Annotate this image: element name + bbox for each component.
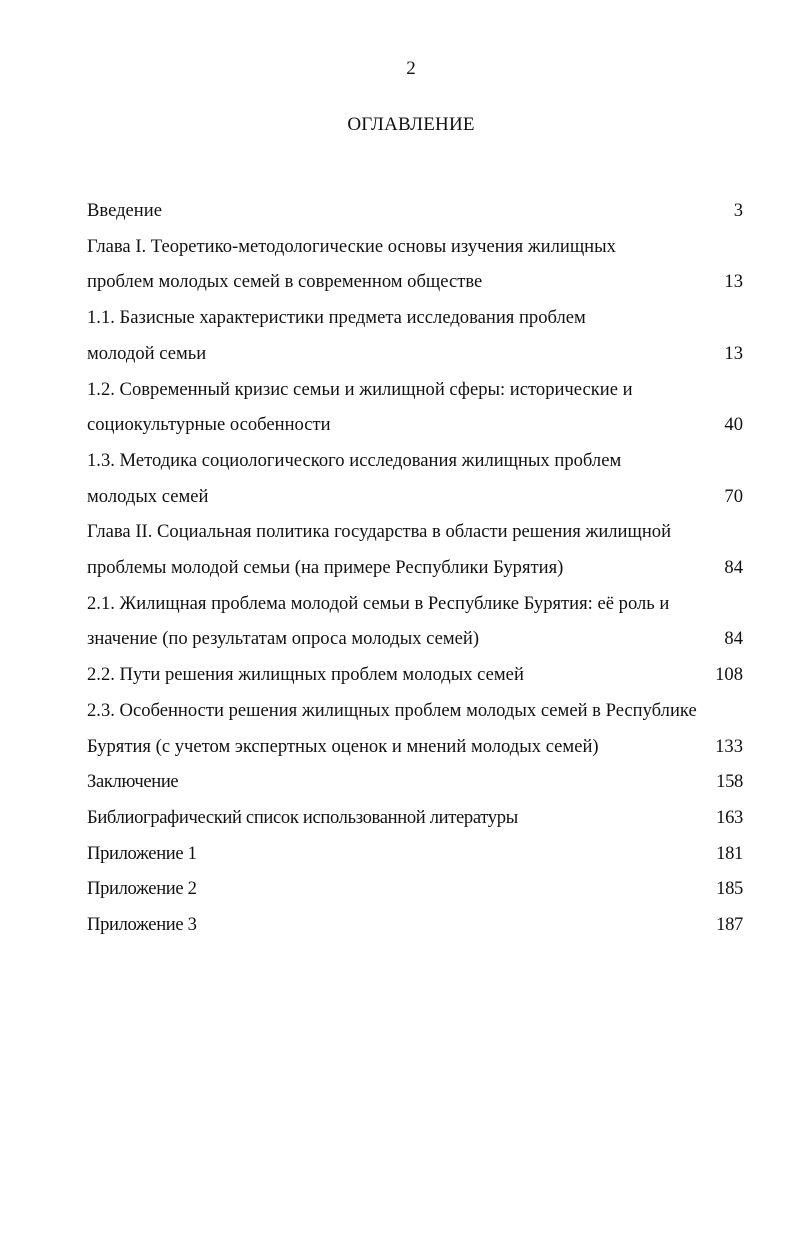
toc-entry-introduction [87, 193, 747, 229]
table-of-contents [87, 193, 747, 943]
toc-entry-section-1-2 [87, 372, 747, 443]
toc-entry-bibliography [87, 800, 747, 836]
toc-entry-appendix-3 [87, 907, 747, 943]
toc-entry-text: 1.2. Современный кризис семьи и жилищной сферы: исторические и [87, 378, 633, 400]
toc-entry-text: значение (по результатам опроса молодых семей) [87, 628, 480, 650]
toc-page-number: 185 [716, 878, 743, 900]
toc-entry-appendix-1 [87, 836, 747, 872]
toc-entry-section-2-2 [87, 657, 747, 693]
toc-page-number: 163 [716, 806, 743, 828]
toc-title: ОГЛАВЛЕНИЕ [347, 114, 475, 135]
toc-entry-chapter-1 [87, 229, 747, 300]
toc-entry-text: социокультурные особенности [87, 414, 331, 436]
toc-entry-text: 2.2. Пути решения жилищных проблем молодых семей [87, 664, 524, 686]
toc-entry-conclusion [87, 764, 747, 800]
toc-entry-text: Приложение 2 [87, 878, 197, 900]
toc-page-number: 158 [716, 771, 743, 793]
toc-entry-text: 2.1. Жилищная проблема молодой семьи в Республике Бурятия: её роль и [87, 592, 670, 614]
toc-page-number: 13 [724, 342, 743, 364]
toc-page-number: 40 [724, 414, 743, 436]
toc-entry-section-2-3 [87, 693, 747, 764]
toc-entry-text: 1.3. Методика социологического исследования жилищных проблем [87, 449, 622, 471]
toc-entry-text: молодых семей [87, 485, 209, 507]
toc-page-number: 181 [716, 842, 743, 864]
toc-entry-text: Заключение [87, 771, 179, 793]
toc-entry-text: Введение [87, 200, 162, 221]
toc-entry-text: Глава I. Теоретико-методологические основы изучения жилищных [87, 235, 616, 257]
toc-entry-text: Приложение 1 [87, 842, 197, 864]
toc-page-number: 3 [733, 200, 743, 221]
toc-page-number: 84 [724, 628, 743, 650]
toc-page-number: 84 [724, 557, 743, 579]
toc-entry-text: 2.3. Особенности решения жилищных проблем молодых семей в Республике [87, 699, 697, 721]
toc-page-number: 187 [716, 914, 743, 936]
toc-entry-section-1-3 [87, 443, 747, 514]
toc-page-number: 133 [715, 735, 743, 757]
toc-entry-text: проблем молодых семей в современном обществе [87, 271, 483, 293]
toc-page-number: 70 [724, 485, 743, 507]
toc-entry-appendix-2 [87, 871, 747, 907]
toc-entry-text: 1.1. Базисные характеристики предмета исследования проблем [87, 307, 586, 329]
toc-page-number: 108 [715, 664, 743, 686]
toc-entry-chapter-2 [87, 514, 747, 585]
toc-entry-text: молодой семьи [87, 342, 207, 364]
toc-page-number: 13 [724, 271, 743, 293]
toc-entry-text: Приложение 3 [87, 914, 197, 936]
toc-entry-text: Бурятия (с учетом экспертных оценок и мнений молодых семей) [87, 735, 599, 757]
toc-entry-section-2-1 [87, 586, 747, 657]
page-number: 2 [406, 58, 416, 79]
toc-entry-text: Глава II. Социальная политика государства в области решения жилищной [87, 521, 672, 543]
toc-entry-section-1-1 [87, 300, 747, 371]
toc-entry-text: проблемы молодой семьи (на примере Республики Бурятия) [87, 557, 564, 579]
toc-entry-text: Библиографический список использованной литературы [87, 806, 518, 828]
